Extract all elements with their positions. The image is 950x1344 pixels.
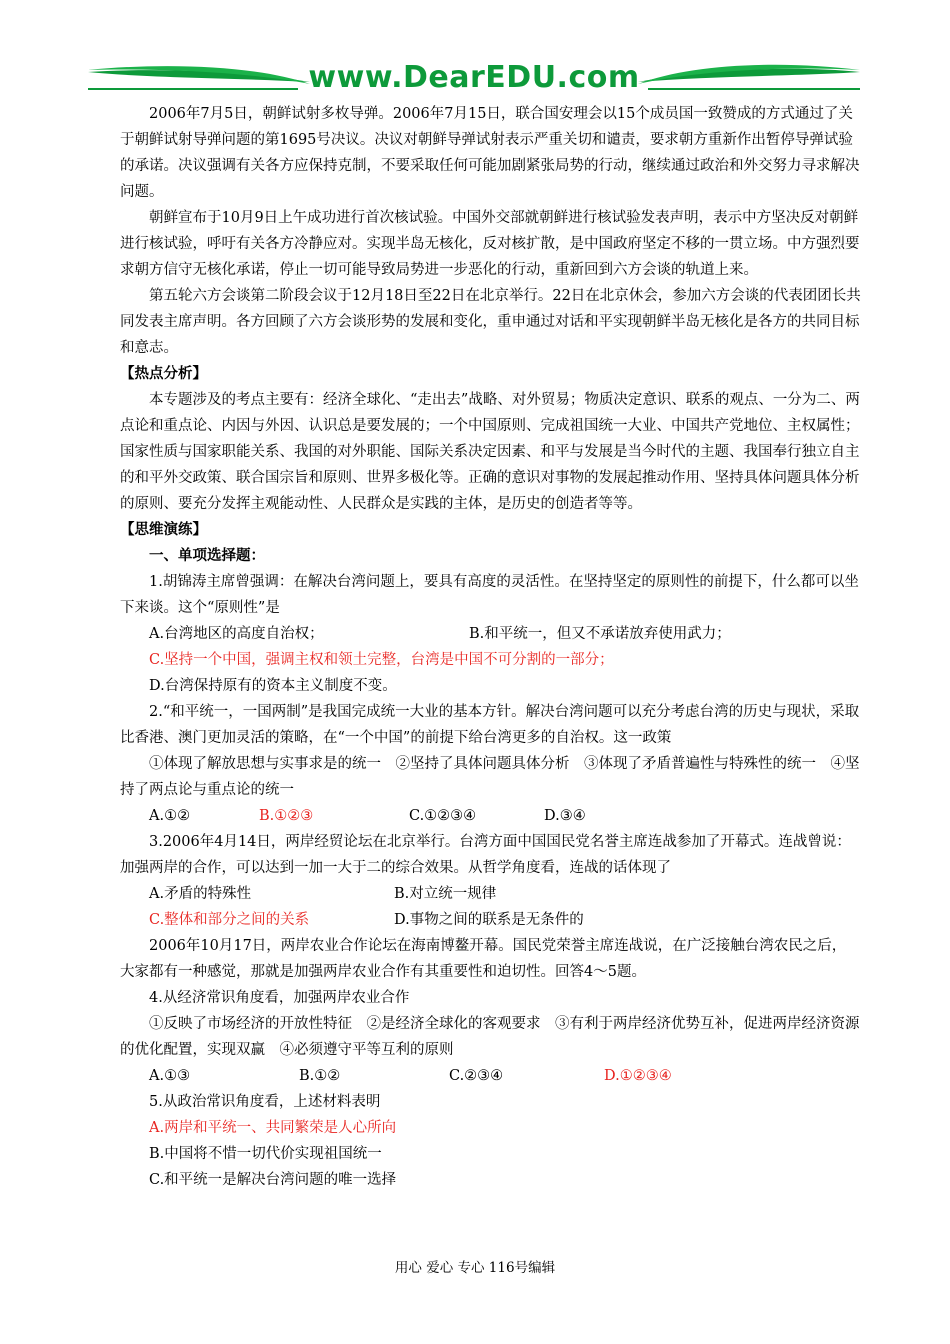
q3-option-c: C.整体和部分之间的关系 bbox=[149, 912, 310, 928]
q3-option-a: A.矛盾的特殊性 bbox=[149, 886, 252, 902]
q1-options-ab bbox=[120, 621, 862, 647]
paragraph-missile-test: 2006年7月5日，朝鲜试射多枚导弹。2006年7月15日，联合国安理会以15个成员国一致赞成的方式通过了关于朝鲜试射导弹问题的第1695号决议。决议对朝鲜导弹试射表示严重关切和谴责，要求朝方重新作出暂停导弹试验的承诺。决议强调有关各方应保持克制，不要采取任何可能加剧紧张局势的行动，继续通过政治和外交努力寻求解决问题。 bbox=[120, 106, 860, 200]
paragraph-analysis: 本专题涉及的考点主要有：经济全球化、“走出去”战略、对外贸易；物质决定意识、联系的观点、一分为二、两点论和重点论、内因与外因、认识总是要发展的；一个中国原则、完成祖国统一大业、中国共产党地位、主权属性；国家性质与国家职能关系、我国的对外职能、国际关系决定因素、和平与发展是当今时代的主题、我国奉行独立自主的和平外交政策、联合国宗旨和原则、世界多极化等。正确的意识对事物的发展起推动作用、坚持具体问题具体分析的原则、要充分发挥主观能动性、人民群众是实践的主体，是历史的创造者等等。 bbox=[120, 392, 860, 512]
q4-option-a: A.①③ bbox=[149, 1068, 191, 1084]
q2-option-d: D.③④ bbox=[544, 808, 586, 824]
site-header bbox=[88, 58, 860, 98]
q4-options bbox=[120, 1063, 862, 1089]
paragraph-six-party-talks: 第五轮六方会谈第二阶段会议于12月18日至22日在北京举行。22日在北京休会，参加六方会谈的代表团团长共同发表主席声明。各方回顾了六方会谈形势的发展和变化，重申通过对话和平实现朝鲜半岛无核化是各方的共同目标和意志。 bbox=[120, 288, 861, 356]
q5-option-c: C.和平统一是解决台湾问题的唯一选择 bbox=[149, 1172, 397, 1188]
q3-stem: 3.2006年4月14日，两岸经贸论坛在北京举行。台湾方面中国国民党名誉主席连战参加了开幕式。连战曾说：加强两岸的合作，可以达到一加一大于二的综合效果。从哲学角度看，连战的话体现了 bbox=[120, 834, 851, 876]
material-agriculture: 2006年10月17日，两岸农业合作论坛在海南博鳌开幕。国民党荣誉主席连战说，在广泛接触台湾农民之后， 大家都有一种感觉，那就是加强两岸农业合作有其重要性和迫切性。回答4～5题。 bbox=[120, 938, 854, 980]
section-single-choice: 一、单项选择题： bbox=[149, 547, 265, 564]
q5-option-a: A.两岸和平统一、共同繁荣是人心所向 bbox=[149, 1120, 397, 1136]
heading-analysis: 【热点分析】 bbox=[120, 365, 207, 382]
q1-option-d: D.台湾保持原有的资本主义制度不变。 bbox=[149, 678, 397, 694]
q4-stem: 4.从经济常识角度看，加强两岸农业合作 bbox=[149, 990, 410, 1006]
q2-stem: 2.“和平统一，一国两制”是我国完成统一大业的基本方针。解决台湾问题可以充分考虑台湾的历史与现状，采取比香港、澳门更加灵活的策略，在“一个中国”的前提下给台湾更多的自治权。这一政策 bbox=[120, 704, 860, 746]
q4-option-d: D.①②③④ bbox=[604, 1068, 672, 1084]
page-footer: 用心 爱心 专心 116号编辑 bbox=[394, 1260, 556, 1276]
q4-items: ①反映了市场经济的开放性特征 ②是经济全球化的客观要求 ③有利于两岸经济优势互补，促进两岸经济资源的优化配置，实现双赢 ④必须遵守平等互利的原则 bbox=[120, 1016, 860, 1058]
paragraph-nuclear-test: 朝鲜宣布于10月9日上午成功进行首次核试验。中国外交部就朝鲜进行核试验发表声明，表示中方坚决反对朝鲜进行核试验，呼吁有关各方冷静应对。实现半岛无核化，反对核扩散，是中国政府坚定不移的一贯立场。中方强烈要求朝方信守无核化承诺，停止一切可能导致局势进一步恶化的行动，重新回到六方会谈的轨道上来。 bbox=[120, 210, 860, 278]
q3-options-ab bbox=[120, 881, 862, 907]
q3-option-d: D.事物之间的联系是无条件的 bbox=[394, 912, 584, 928]
q4-option-c: C.②③④ bbox=[449, 1068, 504, 1084]
site-logo[interactable]: www.DearEDU.com bbox=[308, 60, 640, 95]
q2-option-c: C.①②③④ bbox=[409, 808, 477, 824]
q2-option-b: B.①②③ bbox=[259, 808, 314, 824]
q4-option-b: B.①② bbox=[299, 1068, 341, 1084]
q3-option-b: B.对立统一规律 bbox=[394, 886, 497, 902]
q1-option-a: A.台湾地区的高度自治权； bbox=[149, 626, 324, 642]
q3-options-cd bbox=[120, 907, 862, 933]
q1-option-b: B.和平统一，但又不承诺放弃使用武力； bbox=[469, 626, 731, 642]
q2-items: ①体现了解放思想与实事求是的统一 ②坚持了具体问题具体分析 ③体现了矛盾普遍性与特殊性的统一 ④坚持了两点论与重点论的统一 bbox=[120, 756, 860, 798]
q5-option-b: B.中国将不惜一切代价实现祖国统一 bbox=[149, 1146, 382, 1162]
heading-practice: 【思维演练】 bbox=[120, 521, 207, 538]
document-body bbox=[120, 101, 862, 1193]
q2-option-a: A.①② bbox=[149, 808, 191, 824]
q5-stem: 5.从政治常识角度看，上述材料表明 bbox=[149, 1094, 381, 1110]
q1-stem: 1.胡锦涛主席曾强调：在解决台湾问题上，要具有高度的灵活性。在坚持坚定的原则性的前提下，什么都可以坐下来谈。这个“原则性”是 bbox=[120, 574, 859, 616]
q1-option-c: C.坚持一个中国，强调主权和领土完整，台湾是中国不可分割的一部分； bbox=[149, 652, 614, 668]
q2-options bbox=[120, 803, 862, 829]
